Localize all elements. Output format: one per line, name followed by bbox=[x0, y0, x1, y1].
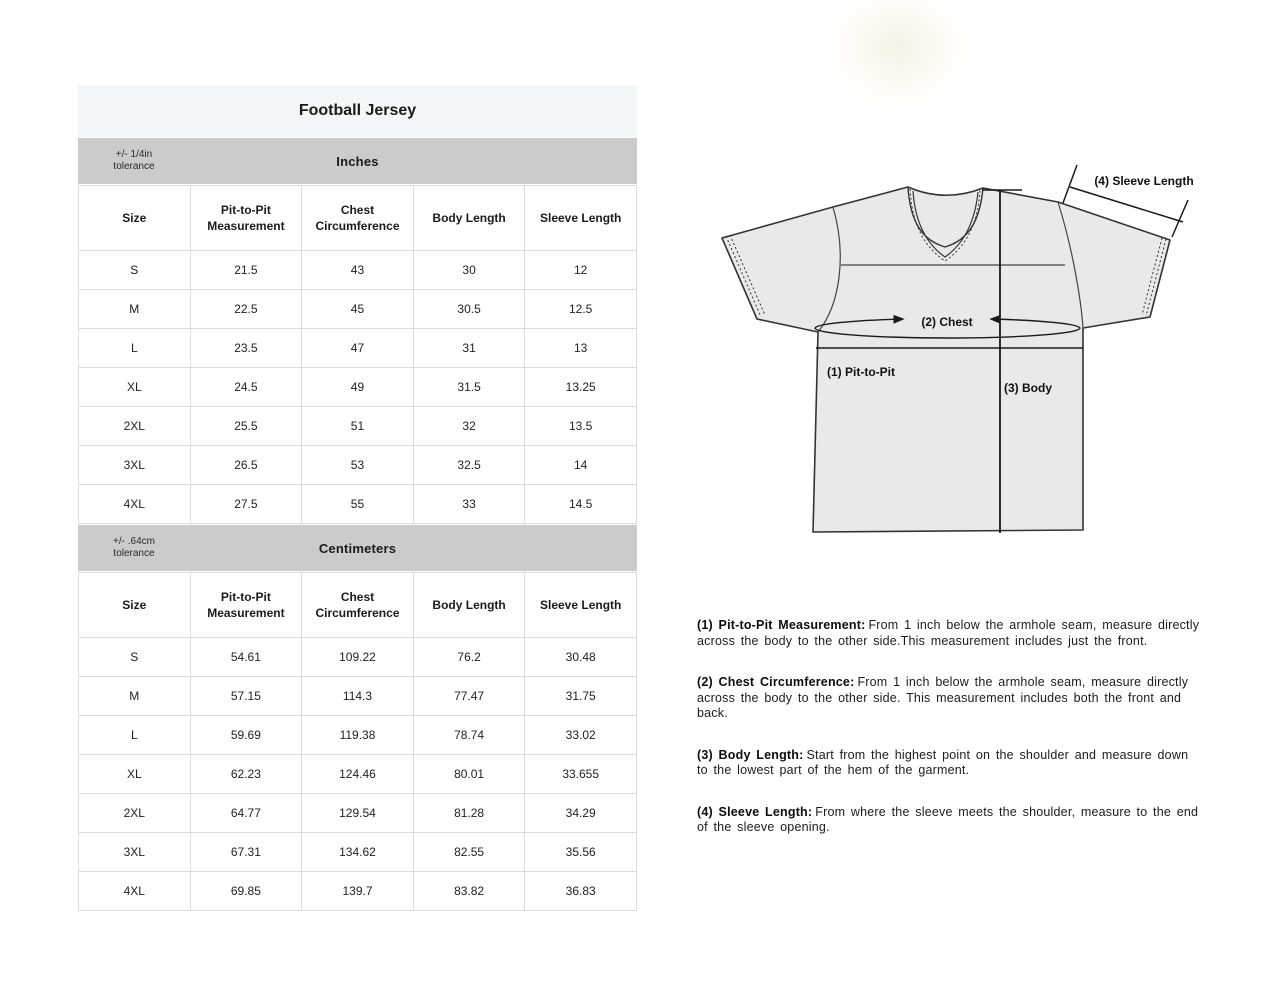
size-cell: M bbox=[79, 677, 191, 716]
size-cell: S bbox=[79, 638, 191, 677]
value-cell: 45 bbox=[302, 290, 414, 329]
value-cell: 78.74 bbox=[413, 716, 525, 755]
jersey-diagram-svg bbox=[695, 145, 1200, 565]
note-chest-lead: (2) Chest Circumference: bbox=[697, 675, 855, 689]
note-sleeve-length bbox=[697, 805, 1200, 836]
value-cell: 67.31 bbox=[190, 833, 302, 872]
value-cell: 31.75 bbox=[525, 677, 637, 716]
value-cell: 26.5 bbox=[190, 446, 302, 485]
column-header: Body Length bbox=[413, 573, 525, 638]
value-cell: 81.28 bbox=[413, 794, 525, 833]
note-pit-to-pit-text: From 1 inch below the armhole seam, measure directly across the body to the other side.This measurement includes just the front. bbox=[697, 618, 1200, 648]
table-row bbox=[79, 485, 637, 524]
tolerance-note: +/- 1/4in tolerance bbox=[113, 149, 155, 172]
table-row bbox=[79, 638, 637, 677]
header-row bbox=[79, 573, 637, 638]
value-cell: 43 bbox=[302, 251, 414, 290]
value-cell: 33.02 bbox=[525, 716, 637, 755]
table-row bbox=[79, 368, 637, 407]
value-cell: 134.62 bbox=[302, 833, 414, 872]
value-cell: 77.47 bbox=[413, 677, 525, 716]
value-cell: 64.77 bbox=[190, 794, 302, 833]
size-table-inches bbox=[78, 185, 637, 524]
column-header: Body Length bbox=[413, 186, 525, 251]
table-row bbox=[79, 755, 637, 794]
column-header: Chest Circumference bbox=[302, 573, 414, 638]
header-row bbox=[79, 186, 637, 251]
value-cell: 114.3 bbox=[302, 677, 414, 716]
value-cell: 27.5 bbox=[190, 485, 302, 524]
note-body-length bbox=[697, 748, 1200, 779]
value-cell: 49 bbox=[302, 368, 414, 407]
value-cell: 119.38 bbox=[302, 716, 414, 755]
value-cell: 33 bbox=[413, 485, 525, 524]
value-cell: 80.01 bbox=[413, 755, 525, 794]
value-cell: 13.25 bbox=[525, 368, 637, 407]
size-cell: L bbox=[79, 716, 191, 755]
value-cell: 36.83 bbox=[525, 872, 637, 911]
unit-label: Inches bbox=[336, 153, 379, 169]
size-table-centimeters bbox=[78, 572, 637, 911]
table-row bbox=[79, 833, 637, 872]
note-pit-to-pit bbox=[697, 618, 1200, 649]
jersey-diagram bbox=[695, 145, 1200, 565]
note-chest-text: From 1 inch below the armhole seam, measure directly across the body to the other side. This measurement includes both the front and back. bbox=[697, 675, 1189, 720]
value-cell: 14.5 bbox=[525, 485, 637, 524]
body-label: (3) Body bbox=[1004, 381, 1052, 395]
table-row bbox=[79, 407, 637, 446]
size-cell: M bbox=[79, 290, 191, 329]
value-cell: 12 bbox=[525, 251, 637, 290]
value-cell: 35.56 bbox=[525, 833, 637, 872]
value-cell: 30.5 bbox=[413, 290, 525, 329]
value-cell: 13 bbox=[525, 329, 637, 368]
value-cell: 83.82 bbox=[413, 872, 525, 911]
value-cell: 53 bbox=[302, 446, 414, 485]
value-cell: 31 bbox=[413, 329, 525, 368]
value-cell: 21.5 bbox=[190, 251, 302, 290]
sleeve-length-label: (4) Sleeve Length bbox=[1094, 174, 1194, 188]
note-body-length-text: Start from the highest point on the shoulder and measure down to the lowest part of the hem of the garment. bbox=[697, 747, 1189, 777]
table-row bbox=[79, 794, 637, 833]
value-cell: 76.2 bbox=[413, 638, 525, 677]
note-chest bbox=[697, 675, 1200, 722]
value-cell: 31.5 bbox=[413, 368, 525, 407]
measurement-notes bbox=[697, 618, 1200, 862]
value-cell: 59.69 bbox=[190, 716, 302, 755]
note-body-length-lead: (3) Body Length: bbox=[697, 747, 804, 762]
column-header: Sleeve Length bbox=[525, 573, 637, 638]
jersey-outline bbox=[722, 187, 1170, 532]
size-chart-sections bbox=[78, 138, 637, 911]
table-row bbox=[79, 290, 637, 329]
size-chart bbox=[78, 85, 637, 911]
value-cell: 47 bbox=[302, 329, 414, 368]
unit-label: Centimeters bbox=[318, 540, 397, 556]
table-row bbox=[79, 329, 637, 368]
value-cell: 82.55 bbox=[413, 833, 525, 872]
note-pit-to-pit-lead: (1) Pit-to-Pit Measurement: bbox=[697, 618, 866, 632]
size-cell: 2XL bbox=[79, 794, 191, 833]
value-cell: 22.5 bbox=[190, 290, 302, 329]
value-cell: 129.54 bbox=[302, 794, 414, 833]
size-cell: XL bbox=[79, 368, 191, 407]
value-cell: 32.5 bbox=[413, 446, 525, 485]
column-header: Pit-to-Pit Measurement bbox=[190, 186, 302, 251]
size-cell: XL bbox=[79, 755, 191, 794]
size-cell: 3XL bbox=[79, 833, 191, 872]
unit-band-centimeters bbox=[78, 525, 637, 571]
value-cell: 33.655 bbox=[525, 755, 637, 794]
value-cell: 55 bbox=[302, 485, 414, 524]
size-cell: 4XL bbox=[79, 485, 191, 524]
size-cell: 4XL bbox=[79, 872, 191, 911]
pit-to-pit-label: (1) Pit-to-Pit bbox=[827, 365, 895, 379]
table-row bbox=[79, 716, 637, 755]
value-cell: 62.23 bbox=[190, 755, 302, 794]
column-header: Chest Circumference bbox=[302, 186, 414, 251]
watermark-blur bbox=[828, 0, 968, 106]
size-cell: 2XL bbox=[79, 407, 191, 446]
size-cell: S bbox=[79, 251, 191, 290]
column-header: Size bbox=[79, 573, 191, 638]
value-cell: 25.5 bbox=[190, 407, 302, 446]
value-cell: 124.46 bbox=[302, 755, 414, 794]
value-cell: 23.5 bbox=[190, 329, 302, 368]
unit-band-inches bbox=[78, 138, 637, 184]
table-row bbox=[79, 677, 637, 716]
value-cell: 139.7 bbox=[302, 872, 414, 911]
value-cell: 13.5 bbox=[525, 407, 637, 446]
note-sleeve-length-lead: (4) Sleeve Length: bbox=[697, 804, 813, 819]
table-row bbox=[79, 446, 637, 485]
value-cell: 30 bbox=[413, 251, 525, 290]
value-cell: 51 bbox=[302, 407, 414, 446]
value-cell: 32 bbox=[413, 407, 525, 446]
value-cell: 30.48 bbox=[525, 638, 637, 677]
table-row bbox=[79, 251, 637, 290]
value-cell: 24.5 bbox=[190, 368, 302, 407]
value-cell: 109.22 bbox=[302, 638, 414, 677]
sleeve-dimension-tick-1 bbox=[1063, 165, 1077, 203]
column-header: Sleeve Length bbox=[525, 186, 637, 251]
size-cell: 3XL bbox=[79, 446, 191, 485]
column-header: Pit-to-Pit Measurement bbox=[190, 573, 302, 638]
value-cell: 57.15 bbox=[190, 677, 302, 716]
tolerance-note: +/- .64cm tolerance bbox=[113, 536, 155, 559]
value-cell: 69.85 bbox=[190, 872, 302, 911]
value-cell: 14 bbox=[525, 446, 637, 485]
note-sleeve-length-text: From where the sleeve meets the shoulder, measure to the end of the sleeve opening. bbox=[697, 804, 1199, 834]
chart-title: Football Jersey bbox=[78, 85, 637, 137]
value-cell: 34.29 bbox=[525, 794, 637, 833]
size-cell: L bbox=[79, 329, 191, 368]
chest-label: (2) Chest bbox=[921, 315, 973, 329]
sleeve-dimension-tick-2 bbox=[1172, 200, 1188, 237]
value-cell: 54.61 bbox=[190, 638, 302, 677]
table-row bbox=[79, 872, 637, 911]
column-header: Size bbox=[79, 186, 191, 251]
value-cell: 12.5 bbox=[525, 290, 637, 329]
